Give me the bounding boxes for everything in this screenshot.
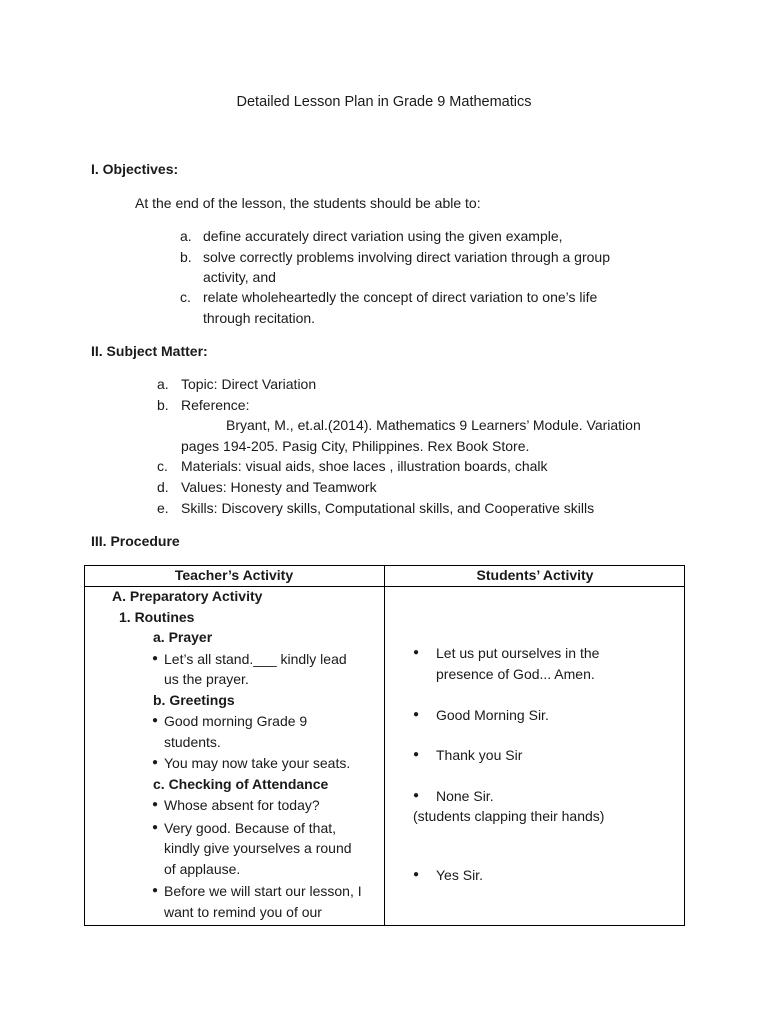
subject-reference-line1: Bryant, M., et.al.(2014). Mathematics 9 Learners’ Module. Variation: [226, 417, 641, 433]
document-title: Detailed Lesson Plan in Grade 9 Mathematics: [236, 94, 532, 110]
student-prayer-line1: Let us put ourselves in the: [436, 645, 600, 661]
subject-marker-d: d.: [157, 479, 169, 495]
teacher-greeting-line1: Good morning Grade 9: [164, 713, 308, 729]
teacher-reminder-line2: want to remind you of our: [164, 904, 322, 920]
bullet-icon: ●: [152, 715, 159, 726]
teacher-reminder-line1: Before we will start our lesson, I: [164, 883, 362, 899]
table-header-students: Students’ Activity: [476, 567, 594, 583]
student-clapping: (students clapping their hands): [413, 808, 605, 824]
attendance-heading: c. Checking of Attendance: [153, 776, 329, 792]
student-none: None Sir.: [436, 788, 494, 804]
bullet-icon: ●: [413, 709, 420, 720]
subject-marker-e: e.: [157, 500, 169, 516]
objective-text-a: define accurately direct variation using the given example,: [203, 228, 563, 244]
bullet-icon: ●: [152, 822, 159, 833]
bullet-icon: ●: [152, 653, 159, 664]
bullet-icon: ●: [152, 757, 159, 768]
objective-marker-c: c.: [180, 289, 191, 305]
teacher-applause-line1: Very good. Because of that,: [164, 820, 337, 836]
teacher-seats: You may now take your seats.: [164, 755, 351, 771]
bullet-icon: ●: [413, 869, 420, 880]
teacher-greeting-line2: students.: [164, 734, 221, 750]
bullet-icon: ●: [152, 799, 159, 810]
teacher-prayer-line2: us the prayer.: [164, 671, 249, 687]
greetings-heading: b. Greetings: [153, 692, 235, 708]
student-yes: Yes Sir.: [436, 867, 483, 883]
subject-skills: Skills: Discovery skills, Computational skills, and Cooperative skills: [181, 500, 595, 516]
teacher-applause-line3: of applause.: [164, 861, 241, 877]
bullet-icon: ●: [413, 647, 420, 658]
objective-marker-a: a.: [180, 228, 192, 244]
student-prayer-line2: presence of God... Amen.: [436, 666, 595, 682]
subject-reference-line2: pages 194-205. Pasig City, Philippines. Rex Book Store.: [181, 438, 530, 454]
objective-text-b-line2: activity, and: [203, 269, 276, 285]
objective-marker-b: b.: [180, 249, 192, 265]
subject-values: Values: Honesty and Teamwork: [181, 479, 377, 495]
subject-matter-heading: II. Subject Matter:: [91, 343, 208, 359]
objectives-heading: I. Objectives:: [91, 161, 179, 177]
objectives-intro: At the end of the lesson, the students should be able to:: [135, 195, 481, 211]
subsection-routines: 1. Routines: [119, 609, 195, 625]
subject-marker-b: b.: [157, 397, 169, 413]
bullet-icon: ●: [413, 749, 420, 760]
objective-text-c-line1: relate wholeheartedly the concept of direct variation to one’s life: [203, 289, 598, 305]
teacher-applause-line2: kindly give yourselves a round: [164, 840, 352, 856]
student-greeting: Good Morning Sir.: [436, 707, 549, 723]
bullet-icon: ●: [152, 885, 159, 896]
section-preparatory-activity: A. Preparatory Activity: [112, 588, 263, 604]
subject-materials: Materials: visual aids, shoe laces , illustration boards, chalk: [181, 458, 548, 474]
subject-marker-a: a.: [157, 376, 169, 392]
prayer-heading: a. Prayer: [153, 629, 213, 645]
objective-text-c-line2: through recitation.: [203, 310, 316, 326]
objective-text-b-line1: solve correctly problems involving direct variation through a group: [203, 249, 610, 265]
bullet-icon: ●: [413, 790, 420, 801]
student-thanks: Thank you Sir: [436, 747, 523, 763]
subject-marker-c: c.: [157, 458, 168, 474]
procedure-heading: III. Procedure: [91, 533, 180, 549]
subject-topic: Topic: Direct Variation: [181, 376, 317, 392]
teacher-attendance-question: Whose absent for today?: [164, 797, 320, 813]
table-header-teacher: Teacher’s Activity: [174, 567, 294, 583]
teacher-prayer-line1: Let’s all stand.___ kindly lead: [164, 651, 347, 667]
subject-reference-label: Reference:: [181, 397, 250, 413]
